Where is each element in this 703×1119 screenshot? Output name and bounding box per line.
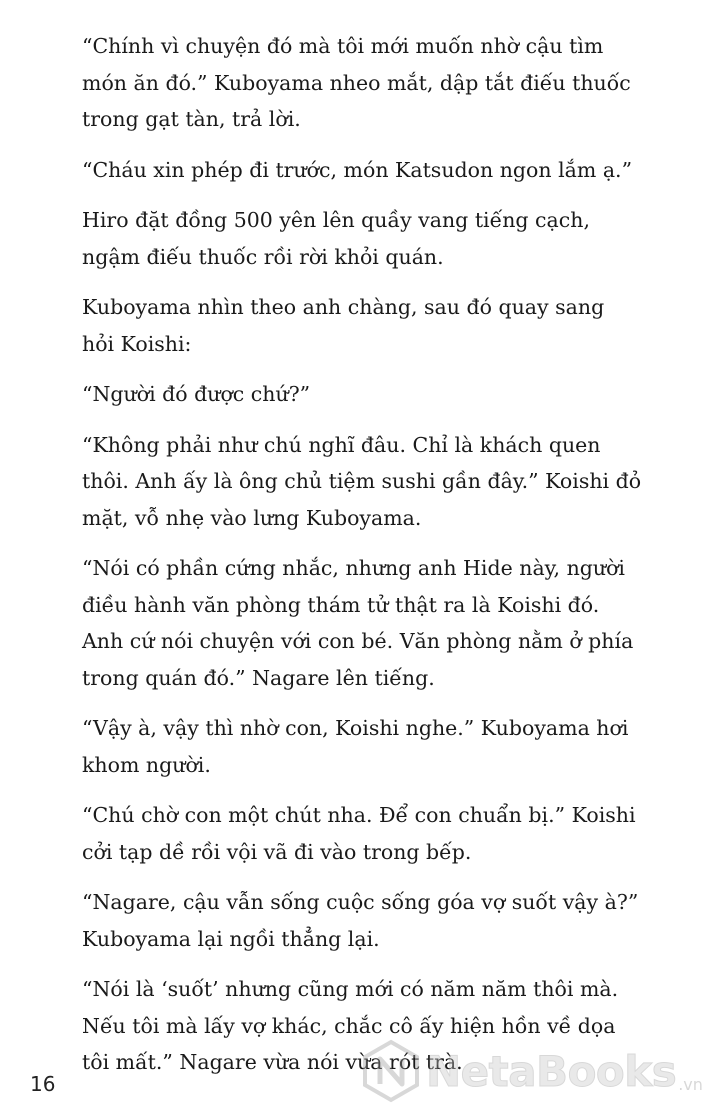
paragraph: Hiro đặt đồng 500 yên lên quầy vang tiếng cạch, ngậm điếu thuốc rồi rời khỏi quán.	[82, 208, 590, 269]
watermark-suffix: .vn	[678, 1075, 703, 1094]
paragraph: “Cháu xin phép đi trước, món Katsudon ngon lắm ạ.”	[82, 157, 633, 182]
watermark-brand: NetaBooks	[426, 1046, 677, 1096]
paragraph: “Người đó được chứ?”	[82, 382, 311, 406]
paragraph: “Chính vì chuyện đó mà tôi mới muốn nhờ cậu tìm món ăn đó.” Kuboyama nheo mắt, dập tắt điếu thuốc trong gạt tàn, trả lời.	[82, 34, 631, 131]
paragraph: “Nagare, cậu vẫn sống cuộc sống góa vợ suốt vậy à?” Kuboyama lại ngồi thẳng lại.	[82, 890, 639, 951]
paragraph: “Không phải như chú nghĩ đâu. Chỉ là khách quen thôi. Anh ấy là ông chủ tiệm sushi gần đây.” Koishi đỏ mặt, vỗ nhẹ vào lưng Kuboyama.	[82, 432, 642, 530]
n-hexagon-logo-icon	[362, 1040, 420, 1102]
paragraph: Kuboyama nhìn theo anh chàng, sau đó quay sang hỏi Koishi:	[82, 295, 605, 356]
paragraph: “Chú chờ con một chút nha. Để con chuẩn bị.” Koishi cởi tạp dề rồi vội vã đi vào trong bếp.	[82, 803, 636, 864]
paragraph: “Vậy à, vậy thì nhờ con, Koishi nghe.” Kuboyama hơi khom người.	[82, 716, 629, 777]
netabooks-watermark	[362, 1040, 703, 1102]
paragraph: “Nói là ‘suốt’ nhưng cũng mới có năm năm thôi mà. Nếu tôi mà lấy vợ khác, chắc cô ấy hiện hồn về dọa tôi mất.” Nagare vừa nói vừa rót trà.	[82, 977, 619, 1074]
page-number: 16	[30, 1072, 56, 1096]
paragraph: “Nói có phần cứng nhắc, nhưng anh Hide này, người điều hành văn phòng thám tử thật ra là Koishi đó. Anh cứ nói chuyện với con bé. Văn phòng nằm ở phía trong quán đó.” Nagare lên tiếng.	[82, 556, 634, 690]
page-body	[82, 28, 642, 1095]
